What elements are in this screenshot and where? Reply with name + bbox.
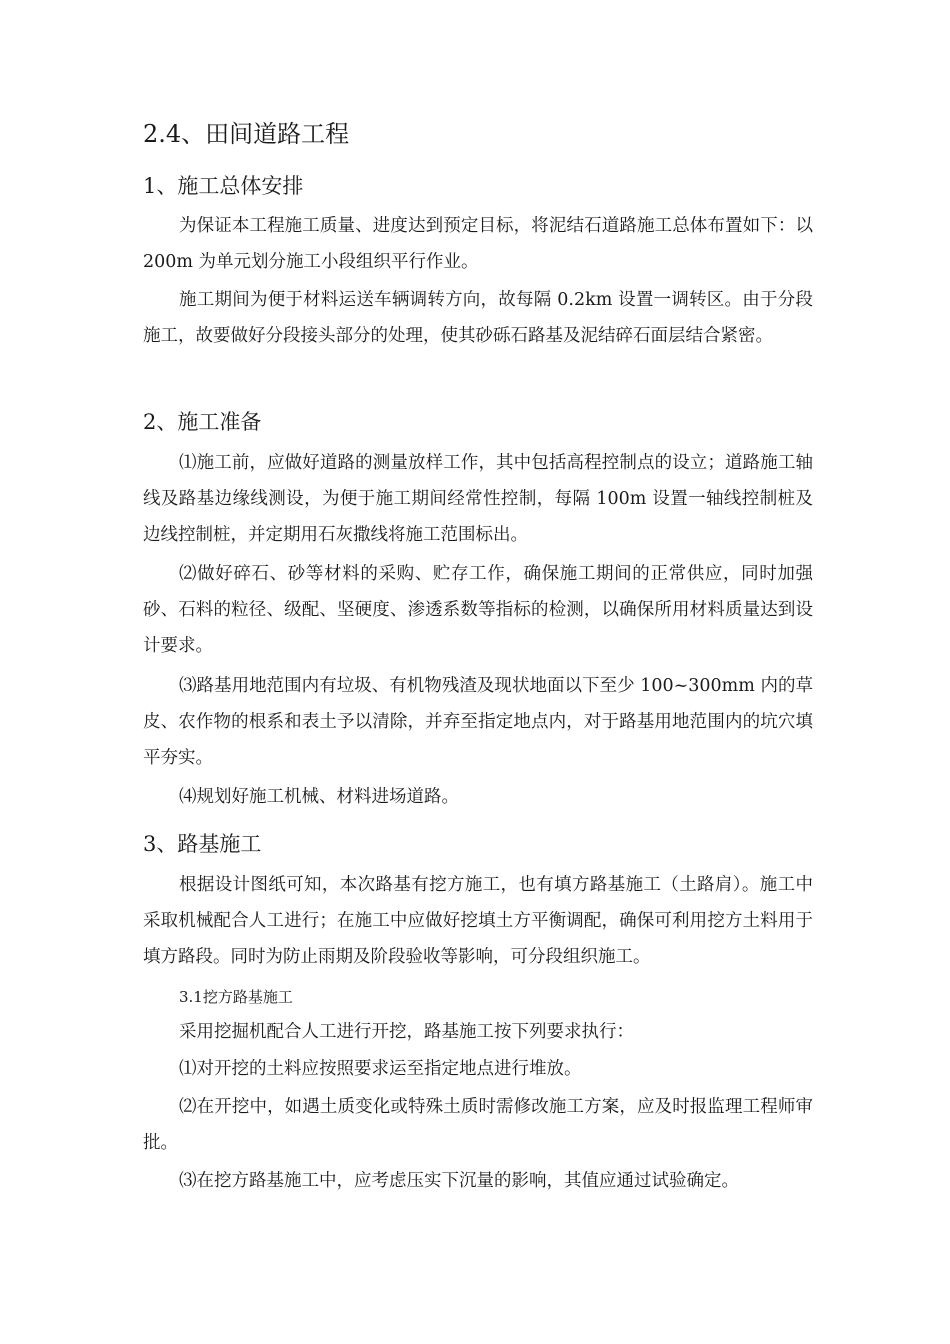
part3-intro: 根据设计图纸可知，本次路基有挖方施工，也有填方路基施工（土路肩）。施工中采取机械配合人工进行；在施工中应做好挖填土方平衡调配，确保可利用挖方土料用于填方路段。同时为防止雨期及阶段验收等影响，可分段组织施工。	[143, 875, 813, 967]
part3-item-1: ⑴对开挖的土料应按照要求运至指定地点进行堆放。	[179, 1059, 582, 1079]
part1-paragraph-1: 为保证本工程施工质量、进度达到预定目标，将泥结石道路施工总体布置如下：以 200m 为单元划分施工小段组织平行作业。	[143, 216, 813, 272]
part3-item-3: ⑶在挖方路基施工中，应考虑压实下沉量的影响，其值应通过试验确定。	[179, 1171, 739, 1191]
part2-heading: 2、施工准备	[143, 410, 262, 434]
part1-paragraph-2: 施工期间为便于材料运送车辆调转方向，故每隔 0.2km 设置一调转区。由于分段施工，故要做好分段接头部分的处理，使其砂砾石路基及泥结碎石面层结合紧密。	[143, 290, 813, 346]
part1-heading: 1、施工总体安排	[143, 174, 304, 198]
part3-sub-heading: 3.1挖方路基施工	[179, 988, 293, 1006]
part2-item-4: ⑷规划好施工机械、材料进场道路。	[179, 787, 459, 807]
part2-item-1: ⑴施工前，应做好道路的测量放样工作，其中包括高程控制点的设立；道路施工轴线及路基边缘线测设，为便于施工期间经常性控制，每隔 100m 设置一轴线控制桩及边线控制桩，并定期用石灰撒线将施工范围标出。	[143, 453, 813, 545]
section-heading: 2.4、田间道路工程	[143, 120, 350, 148]
part2-item-3: ⑶路基用地范围内有垃圾、有机物残渣及现状地面以下至少 100~300mm 内的草皮、农作物的根系和表土予以清除，并弃至指定地点内，对于路基用地范围内的坑穴填平夯实。	[143, 676, 813, 768]
part3-item-2: ⑵在开挖中，如遇土质变化或特殊土质时需修改施工方案，应及时报监理工程师审批。	[143, 1097, 813, 1153]
part2-item-2: ⑵做好碎石、砂等材料的采购、贮存工作，确保施工期间的正常供应，同时加强砂、石料的粒径、级配、坚硬度、渗透系数等指标的检测，以确保所用材料质量达到设计要求。	[143, 564, 813, 656]
part3-heading: 3、路基施工	[143, 832, 262, 856]
part3-sub-intro: 采用挖掘机配合人工进行开挖，路基施工按下列要求执行：	[179, 1022, 634, 1042]
